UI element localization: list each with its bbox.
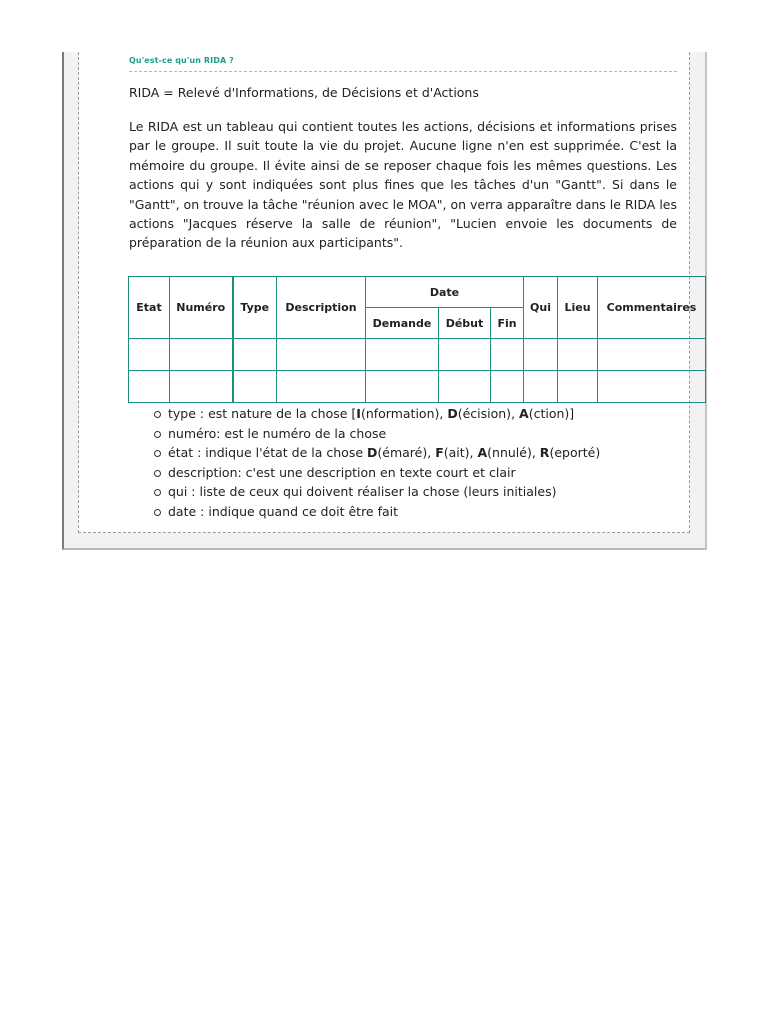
header-debut: Début <box>439 308 491 339</box>
rida-table <box>128 276 706 403</box>
header-commentaires: Commentaires <box>598 277 706 339</box>
table-cell <box>558 371 598 403</box>
table-cell <box>233 371 277 403</box>
header-numero: Numéro <box>170 277 233 339</box>
circle-bullet-icon <box>154 411 161 418</box>
table-cell <box>170 339 233 371</box>
table-row <box>129 371 706 403</box>
table-cell <box>129 371 170 403</box>
circle-bullet-icon <box>154 489 161 496</box>
table-cell <box>598 371 706 403</box>
table-cell <box>439 371 491 403</box>
header-qui: Qui <box>524 277 558 339</box>
legend-list <box>168 404 600 521</box>
table-cell <box>277 371 366 403</box>
legend-item-numero: numéro: est le numéro de la chose <box>168 424 600 444</box>
legend-item-date: date : indique quand ce doit être fait <box>168 502 600 522</box>
table-cell <box>129 339 170 371</box>
table-cell <box>524 371 558 403</box>
legend-item-qui: qui : liste de ceux qui doivent réaliser la chose (leurs initiales) <box>168 482 600 502</box>
header-demande: Demande <box>366 308 439 339</box>
rida-definition: RIDA = Relevé d'Informations, de Décisions et d'Actions <box>129 85 479 100</box>
circle-bullet-icon <box>154 509 161 516</box>
table-cell <box>491 371 524 403</box>
legend-item-etat: état : indique l'état de la chose D(émaré), F(ait), A(nnulé), R(eporté) <box>168 443 600 463</box>
table-cell <box>558 339 598 371</box>
circle-bullet-icon <box>154 470 161 477</box>
header-etat: Etat <box>129 277 170 339</box>
legend-item-description: description: c'est une description en texte court et clair <box>168 463 600 483</box>
header-date: Date <box>366 277 524 308</box>
table-cell <box>366 371 439 403</box>
section-title: Qu'est-ce qu'un RIDA ? <box>129 56 234 65</box>
table-cell <box>366 339 439 371</box>
table-cell <box>170 371 233 403</box>
table-cell <box>233 339 277 371</box>
circle-bullet-icon <box>154 450 161 457</box>
table-cell <box>524 339 558 371</box>
rida-description-paragraph: Le RIDA est un tableau qui contient toutes les actions, décisions et informations prises par le groupe. Il suit toute la vie du projet. Aucune ligne n'en est supprimée. C'est la mémoire du groupe. Il évite ainsi de se reposer chaque fois les mêmes questions. Les actions qui y sont indiquées sont plus fines que les tâches d'un "Gantt". Si dans le "Gantt", on trouve la tâche "réunion avec le MOA", on verra apparaître dans le RIDA les actions "Jacques réserve la salle de réunion", "Lucien envoie les documents de préparation de la réunion aux participants". <box>129 119 677 251</box>
header-type: Type <box>233 277 277 339</box>
table-cell <box>439 339 491 371</box>
header-lieu: Lieu <box>558 277 598 339</box>
title-divider <box>129 71 677 72</box>
table-row <box>129 339 706 371</box>
legend-item-type: type : est nature de la chose [I(nformation), D(écision), A(ction)] <box>168 404 600 424</box>
header-fin: Fin <box>491 308 524 339</box>
header-description: Description <box>277 277 366 339</box>
table-cell <box>598 339 706 371</box>
table-cell <box>277 339 366 371</box>
circle-bullet-icon <box>154 431 161 438</box>
table-cell <box>491 339 524 371</box>
